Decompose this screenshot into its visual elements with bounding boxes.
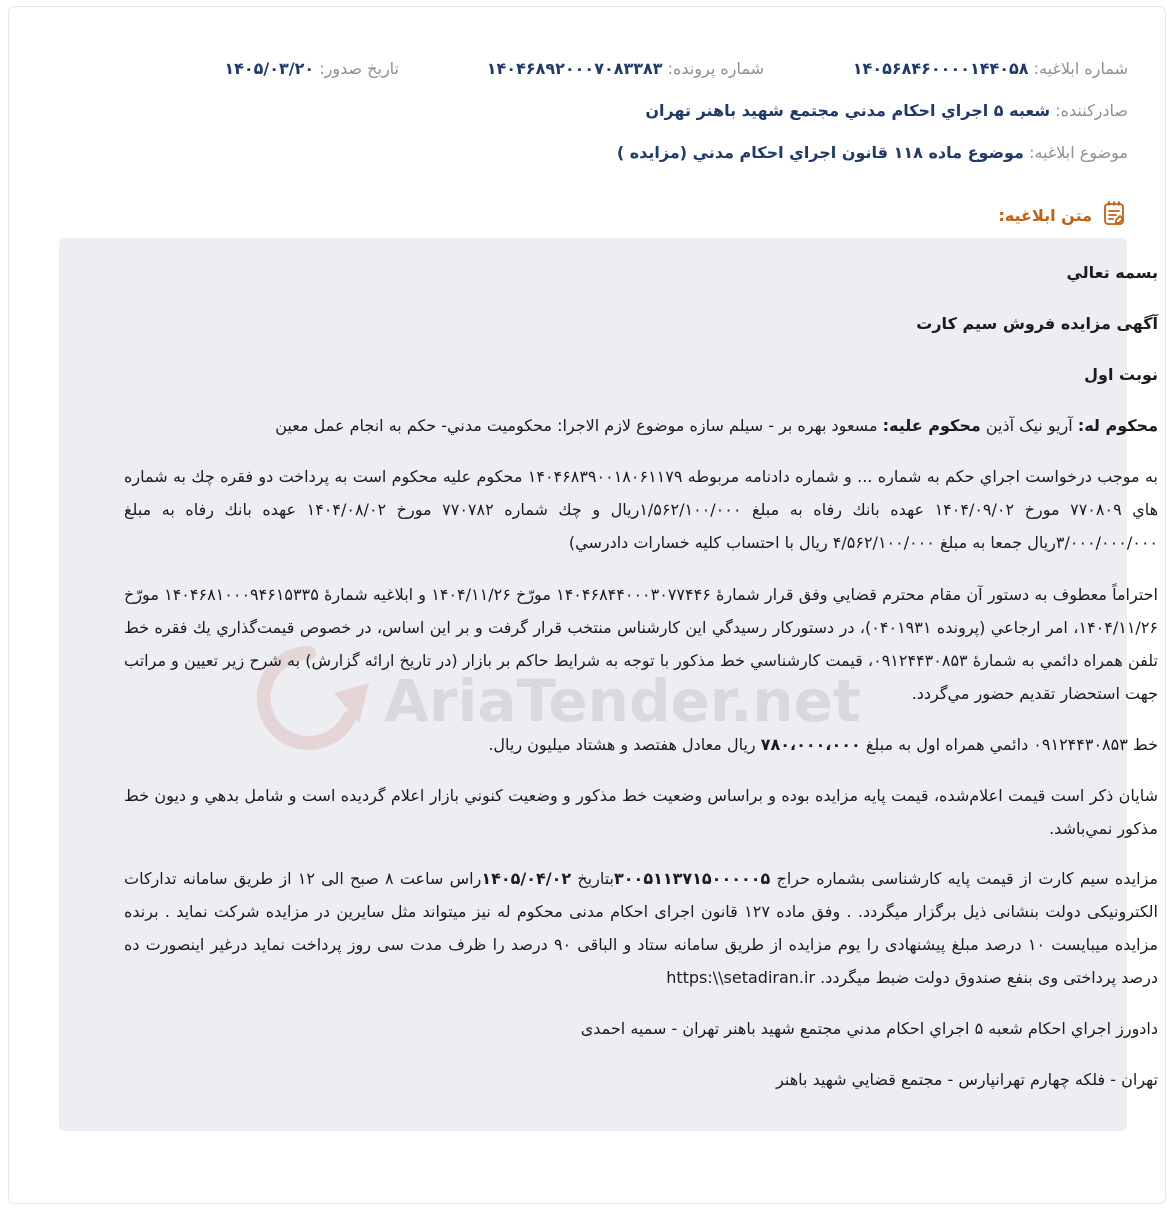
issue-date-value: ۱۴۰۵/۰۳/۲۰ xyxy=(224,59,315,78)
notice-number-label: شماره ابلاغيه: xyxy=(1033,59,1128,78)
watermark-text: AriaTender.net xyxy=(384,667,861,735)
paragraph-appraisal: احتراماً معطوف به دستور آن مقام محترم قضايي وفق قرار شمارۀ ۱۴۰۴۶۸۴۴۰۰۰۳۰۷۷۴۴۶ مورّخ ۱۴۰۴/۱۱/۲۶ و ابلاغيه شمارۀ ۱۴۰۴۶۸۱۰۰۰۹۴۶۱۵۳۳۵ مورّخ ۱۴۰۴/۱۱/۲۶، امر ارجاعي (پرونده ۰۴۰۱۹۳۱)، در دستوركار رسيدگي اين كارشناس منتخب قرار گرفت و بر اين اساس، در خصوص قيمت‌گذاري يك فقره خط تلفن همراه دائمي به شمارۀ ۰۹۱۲۴۴۳۰۸۵۳، قيمت كارشناسي خط مذكور با توجه به شرايط حاكم بر بازار (در تاريخ ارائه گزارش) به شرح زير تعيين و مراتب جهت استحضار تقديم حضور مي‌گردد. xyxy=(124,585,1158,703)
paragraph-title: آگهی مزایده فروش سیم کارت xyxy=(916,314,1158,333)
case-number-value: ۱۴۰۴۶۸۹۲۰۰۰۷۰۸۳۳۸۳ xyxy=(486,59,663,78)
notice-text-heading xyxy=(998,199,1128,231)
auction-text-a: مزایده سیم کارت از قیمت پایه کارشناسی بشماره حراج xyxy=(770,869,1159,888)
paragraph-basmala: بسمه تعالي xyxy=(1066,263,1158,282)
subject-label: موضوع ابلاغيه: xyxy=(1029,143,1128,162)
issuer-label: صادركننده: xyxy=(1055,101,1128,120)
paragraph-officer: دادورز اجراي احكام شعبه ۵ اجراي احكام مدني مجتمع شهيد باهنر تهران - سمیه احمدی xyxy=(580,1019,1158,1038)
paragraph-address: تهران - فلكه چهارم تهرانپارس - مجتمع قضايي شهيد باهنر xyxy=(776,1070,1158,1089)
paragraph-round: نوبت اول xyxy=(1084,365,1158,384)
paragraph-parties xyxy=(124,409,1158,442)
case-number-label: شماره پرونده: xyxy=(667,59,764,78)
meta-row-numbers xyxy=(48,57,1128,81)
document-edit-icon xyxy=(1100,199,1128,231)
auction-text-c: راس ساعت ۸ صبح الی ۱۲ از طریق سامانه تدارکات الکترونیکی دولت بنشانی ذیل برگزار میگردد. . وفق ماده ۱۲۷ قانون اجرای احکام مدنی محکوم له نیز میتواند مثل سایرین در مزایده شرکت نماید . برنده مزایده میبایست ۱۰ درصد مبلغ پیشنهادی را یوم مزایده از طریق سامانه ستاد و الباقی ۹۰ درصد را ظرف مدت سی روز پرداخت نماید درغیر اینصورت ده درصد پرداختی وی بنفع صندوق دولت ضبط میگردد. https:\\setadiran.ir xyxy=(124,869,1159,987)
issuer-value: شعبه ۵ اجراي احكام مدني مجتمع شهيد باهنر تهران xyxy=(645,101,1051,120)
creditor-text: آريو نيک آذين xyxy=(980,416,1078,435)
subject-value: موضوع ماده ۱۱۸ قانون اجراي احكام مدني (مزايده ) xyxy=(616,143,1024,162)
price-text-a: خط ۰۹۱۲۴۴۳۰۸۵۳ دائمي همراه اول به مبلغ xyxy=(860,735,1158,754)
auction-text-b: بتاریخ xyxy=(571,869,615,888)
case-number xyxy=(487,57,764,81)
creditor-label: محكوم له: xyxy=(1077,416,1158,435)
paragraph-price xyxy=(124,728,1158,761)
subject-row xyxy=(617,141,1128,165)
issue-date xyxy=(224,57,399,81)
issuer-row xyxy=(645,99,1128,123)
debtor-label: محكوم عليه: xyxy=(882,416,981,435)
price-text-b: ريال معادل هفتصد و هشتاد ميليون ريال. xyxy=(488,735,761,754)
auction-date: ۱۴۰۵/۰۴/۰۲ xyxy=(481,869,572,888)
notice-number-value: ۱۴۰۵۶۸۴۶۰۰۰۰۱۴۴۰۵۸ xyxy=(852,59,1029,78)
issue-date-label: تاريخ صدور: xyxy=(319,59,399,78)
notice-number xyxy=(853,57,1128,81)
auction-number: ۳۰۰۵۱۱۳۷۱۵۰۰۰۰۰۵ xyxy=(614,869,771,888)
section-title: متن ابلاغيه: xyxy=(998,205,1092,225)
paragraph-judgment: به موجب درخواست اجراي حكم به شماره ... و شماره دادنامه مربوطه ۱۴۰۴۶۸۳۹۰۰۱۸۰۶۱۱۷۹ محکوم علیه محکوم است به پرداخت دو فقره چك به شماره هاي ۷۷۰۸۰۹ مورخ ۱۴۰۴/۰۹/۰۲ عهده بانك رفاه به مبلغ ۱/۵۶۲/۱۰۰/۰۰۰ريال و چك شماره ۷۷۰۷۸۲ مورخ ۱۴۰۴/۰۸/۰۲ عهده بانك رفاه به مبلغ ۳/۰۰۰/۰۰۰/۰۰۰ريال جمعا به مبلغ ۴/۵۶۲/۱۰۰/۰۰۰ ريال با احتساب كليه خسارات دادرسي) xyxy=(124,467,1159,552)
price-amount: ۷۸۰،۰۰۰،۰۰۰ xyxy=(760,735,861,754)
paragraph-note: شايان ذكر است قيمت اعلام‌شده، قيمت پايه مزايده بوده و براساس وضعيت خط مذكور و وضعيت كنوني بازار اعلام گرديده است و شامل بدهي و ديون خط مذكور نمي‌باشد. xyxy=(124,786,1158,838)
paragraph-auction xyxy=(124,862,1158,994)
debtor-text: مسعود بهره بر - سيلم سازه موضوع لازم الاجرا: محكوميت مدني- حكم به انجام عمل معين xyxy=(275,416,883,435)
